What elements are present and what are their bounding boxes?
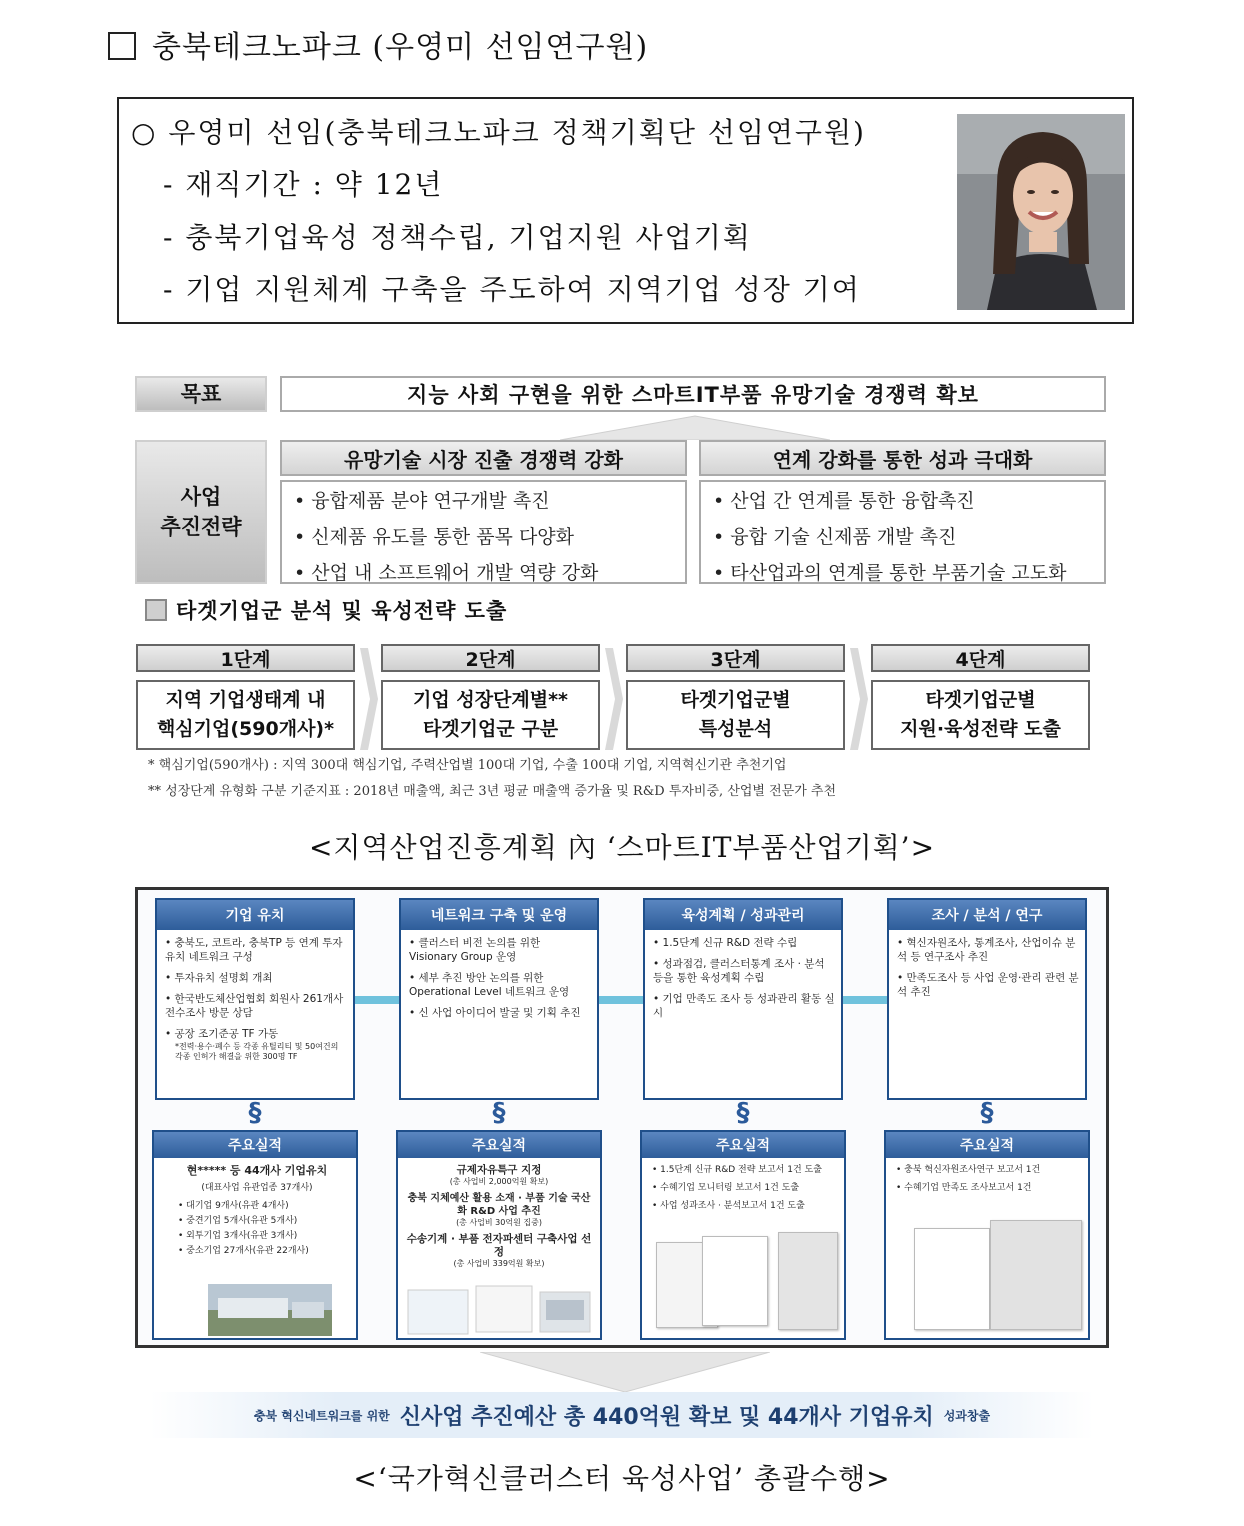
result-item: 충북 지체예산 활용 소재 · 부품 기술 국산화 R&D 사업 추진: [407, 1193, 591, 1217]
result-title: 주요실적: [886, 1132, 1088, 1158]
panel-title: 조사 / 분석 / 연구: [889, 900, 1085, 930]
target-heading: 타겟기업군 분석 및 육성전략 도출: [176, 599, 508, 623]
step-line: 타겟기업군 구분: [422, 718, 559, 740]
panel-item: • 성과점검, 클러스터통계 조사 · 분석 등을 통한 육성계획 수립: [653, 958, 825, 984]
chain-link-icon: §: [492, 1098, 506, 1128]
panel-item: • 충북도, 코트라, 충북TP 등 연계 투자유치 네트워크 구성: [165, 937, 343, 963]
panel-item: • 1.5단계 신규 R&D 전략 수립: [653, 937, 798, 949]
connector-bar: [355, 996, 399, 1004]
step-body: [136, 680, 355, 750]
chevron-right-icon: [360, 648, 378, 750]
step-label: 3단계: [626, 644, 845, 672]
step-body: [626, 680, 845, 750]
step-line: 타겟기업군별: [925, 689, 1036, 711]
result-panel: [152, 1130, 358, 1340]
list-item: • 산업 간 연계를 통한 융합촉진: [713, 490, 975, 512]
panel-item: • 만족도조사 등 사업 운영·관리 관련 분석 추진: [897, 972, 1079, 998]
result-banner: [150, 1392, 1094, 1438]
chevron-right-icon: [850, 648, 868, 750]
result-item: • 수혜기업 만족도 조사보고서 1건: [896, 1183, 1032, 1193]
goal-label: 목표: [135, 376, 267, 412]
left-strategy-title: 유망기술 시장 진출 경쟁력 강화: [280, 440, 687, 476]
result-item: (총 사업비 2,000억원 확보): [449, 1177, 549, 1186]
step-body: [871, 680, 1090, 750]
result-item: • 수혜기업 모니터링 보고서 1건 도출: [652, 1183, 800, 1193]
up-arrow-icon: [560, 412, 830, 440]
strategy-label-line: 사업: [180, 485, 222, 509]
result-item: • 충북 혁신자원조사연구 보고서 1건: [896, 1165, 1041, 1175]
activity-panel: [399, 898, 599, 1100]
result-title: 주요실적: [154, 1132, 356, 1158]
panel-item: • 한국반도체산업협회 회원사 261개사 전수조사 방문 상담: [165, 993, 344, 1019]
list-item: • 융합 기술 신제품 개발 촉진: [713, 526, 957, 548]
result-item: 현***** 등 44개사 기업유치: [186, 1164, 328, 1177]
panel-item: • 공장 조기준공 TF 가동: [165, 1028, 279, 1040]
panel-item: • 혁신자원조사, 통계조사, 산업이슈 분석 등 연구조사 추진: [897, 937, 1076, 963]
factory-photo: [208, 1284, 332, 1336]
right-strategy-title: 연계 강화를 통한 성과 극대화: [699, 440, 1106, 476]
panel-item: • 클러스터 비전 논의를 위한 Visionary Group 운영: [409, 937, 541, 963]
result-item: • 중견기업 5개사(유관 5개사): [178, 1216, 298, 1226]
banner-main: 신사업 추진예산 총 440억원 확보 및 44개사 기업유치: [399, 1404, 934, 1430]
step-line: 지원·육성전략 도출: [900, 718, 1061, 740]
chain-link-icon: §: [736, 1098, 750, 1128]
banner-suffix: 성과창출: [943, 1408, 991, 1423]
connector-bar: [843, 996, 887, 1004]
result-panel: [396, 1130, 602, 1340]
result-title: 주요실적: [398, 1132, 600, 1158]
panel-title: 육성계획 / 성과관리: [645, 900, 841, 930]
connector-bar: [599, 996, 643, 1004]
panel-item: • 투자유치 설명회 개최: [165, 972, 273, 984]
goal-text: 지능 사회 구현을 위한 스마트IT부품 유망기술 경쟁력 확보: [280, 376, 1106, 412]
banner-prefix: 충북 혁신네트워크를 위한: [253, 1408, 390, 1423]
gray-square-icon: [145, 599, 167, 621]
panel-title: 기업 유치: [157, 900, 353, 930]
profile-name-line: ○ 우영미 선임(충북테크노파크 정책기획단 선임연구원): [131, 116, 866, 149]
figure-caption: <‘국가혁신클러스터 육성사업’ 총괄수행>: [353, 1462, 891, 1495]
list-item: • 타산업과의 연계를 통한 부품기술 고도화: [713, 562, 1067, 584]
result-item: (총 사업비 30억원 집중): [456, 1218, 542, 1227]
chain-link-icon: §: [248, 1098, 262, 1128]
activity-panel: [155, 898, 355, 1100]
step-label: 1단계: [136, 644, 355, 672]
strategy-label-line: 추진전략: [160, 515, 242, 539]
report-thumbnail: [778, 1232, 838, 1330]
cluster-figure: [135, 887, 1109, 1348]
section-header: [108, 22, 648, 66]
profile-photo: [957, 114, 1125, 310]
step-line: 타겟기업군별: [680, 689, 791, 711]
panel-item: • 세부 추진 방안 논의를 위한 Operational Level 네트워크 운영: [409, 972, 570, 998]
chain-link-icon: §: [980, 1098, 994, 1128]
right-strategy-list: [699, 480, 1106, 584]
result-title: 주요실적: [642, 1132, 844, 1158]
result-item: (총 사업비 339억원 확보): [453, 1259, 545, 1268]
list-item: • 신제품 유도를 통한 품목 다양화: [294, 526, 575, 548]
profile-item: - 충북기업육성 정책수립, 기업지원 사업기획: [163, 221, 752, 254]
panel-item: • 기업 만족도 조사 등 성과관리 활동 실시: [653, 993, 835, 1019]
result-panel: [640, 1130, 846, 1340]
activity-panel: [643, 898, 843, 1100]
panel-item: • 신 사업 아이디어 발굴 및 기획 추진: [409, 1007, 581, 1019]
result-item: • 사업 성과조사 · 분석보고서 1건 도출: [652, 1201, 805, 1211]
panel-item: *전력·용수·폐수 등 각종 유틸리티 및 50여건의 각종 인허가 해결을 위한 300명 TF: [175, 1042, 339, 1061]
figure-caption: <지역산업진흥계획 內 ‘스마트IT부품산업기획’>: [308, 831, 936, 864]
section-title: 충북테크노파크 (우영미 선임연구원): [152, 30, 649, 65]
step-line: 핵심기업(590개사)*: [156, 718, 335, 740]
result-item: • 1.5단계 신규 R&D 전략 보고서 1건 도출: [652, 1165, 822, 1175]
strategy-label: [135, 440, 267, 584]
report-thumbnail: [914, 1228, 990, 1330]
report-thumbnail: [990, 1220, 1082, 1330]
step-body: [381, 680, 600, 750]
step-line: 특성분석: [698, 718, 773, 740]
documents-photo: [406, 1284, 594, 1336]
profile-box: [117, 97, 1134, 324]
result-item: • 중소기업 27개사(유관 22개사): [178, 1246, 309, 1256]
footnote: ** 성장단계 유형화 구분 기준지표 : 2018년 매출액, 최근 3년 평균 매출액 증가율 및 R&D 투자비중, 산업별 전문가 추천: [148, 784, 837, 799]
step-line: 기업 성장단계별**: [413, 689, 568, 711]
result-item: 수송기계 · 부품 전자파센터 구축사업 선정: [406, 1233, 592, 1258]
result-item: • 외투기업 3개사(유관 3개사): [178, 1231, 298, 1241]
footnote: * 핵심기업(590개사) : 지역 300대 핵심기업, 주력산업별 100대 기업, 수출 100대 기업, 지역혁신기관 추천기업: [148, 758, 787, 773]
result-item: (대표사업 유관업종 37개사): [201, 1183, 313, 1193]
left-strategy-list: [280, 480, 687, 584]
profile-item: - 기업 지원체계 구축을 주도하여 지역기업 성장 기여: [163, 273, 861, 306]
checkbox-square-icon: [108, 32, 136, 60]
chevron-right-icon: [605, 648, 623, 750]
down-arrow-icon: [480, 1352, 770, 1392]
result-item: • 대기업 9개사(유관 4개사): [178, 1201, 289, 1211]
profile-item: - 재직기간 : 약 12년: [163, 168, 444, 201]
activity-panel: [887, 898, 1087, 1100]
list-item: • 융합제품 분야 연구개발 촉진: [294, 490, 550, 512]
panel-title: 네트워크 구축 및 운영: [401, 900, 597, 930]
step-label: 2단계: [381, 644, 600, 672]
list-item: • 산업 내 소프트웨어 개발 역량 강화: [294, 562, 599, 584]
step-label: 4단계: [871, 644, 1090, 672]
step-line: 지역 기업생태계 내: [165, 689, 326, 711]
result-item: 규제자유특구 지정: [456, 1164, 542, 1176]
report-thumbnail: [702, 1236, 768, 1326]
result-panel: [884, 1130, 1090, 1340]
